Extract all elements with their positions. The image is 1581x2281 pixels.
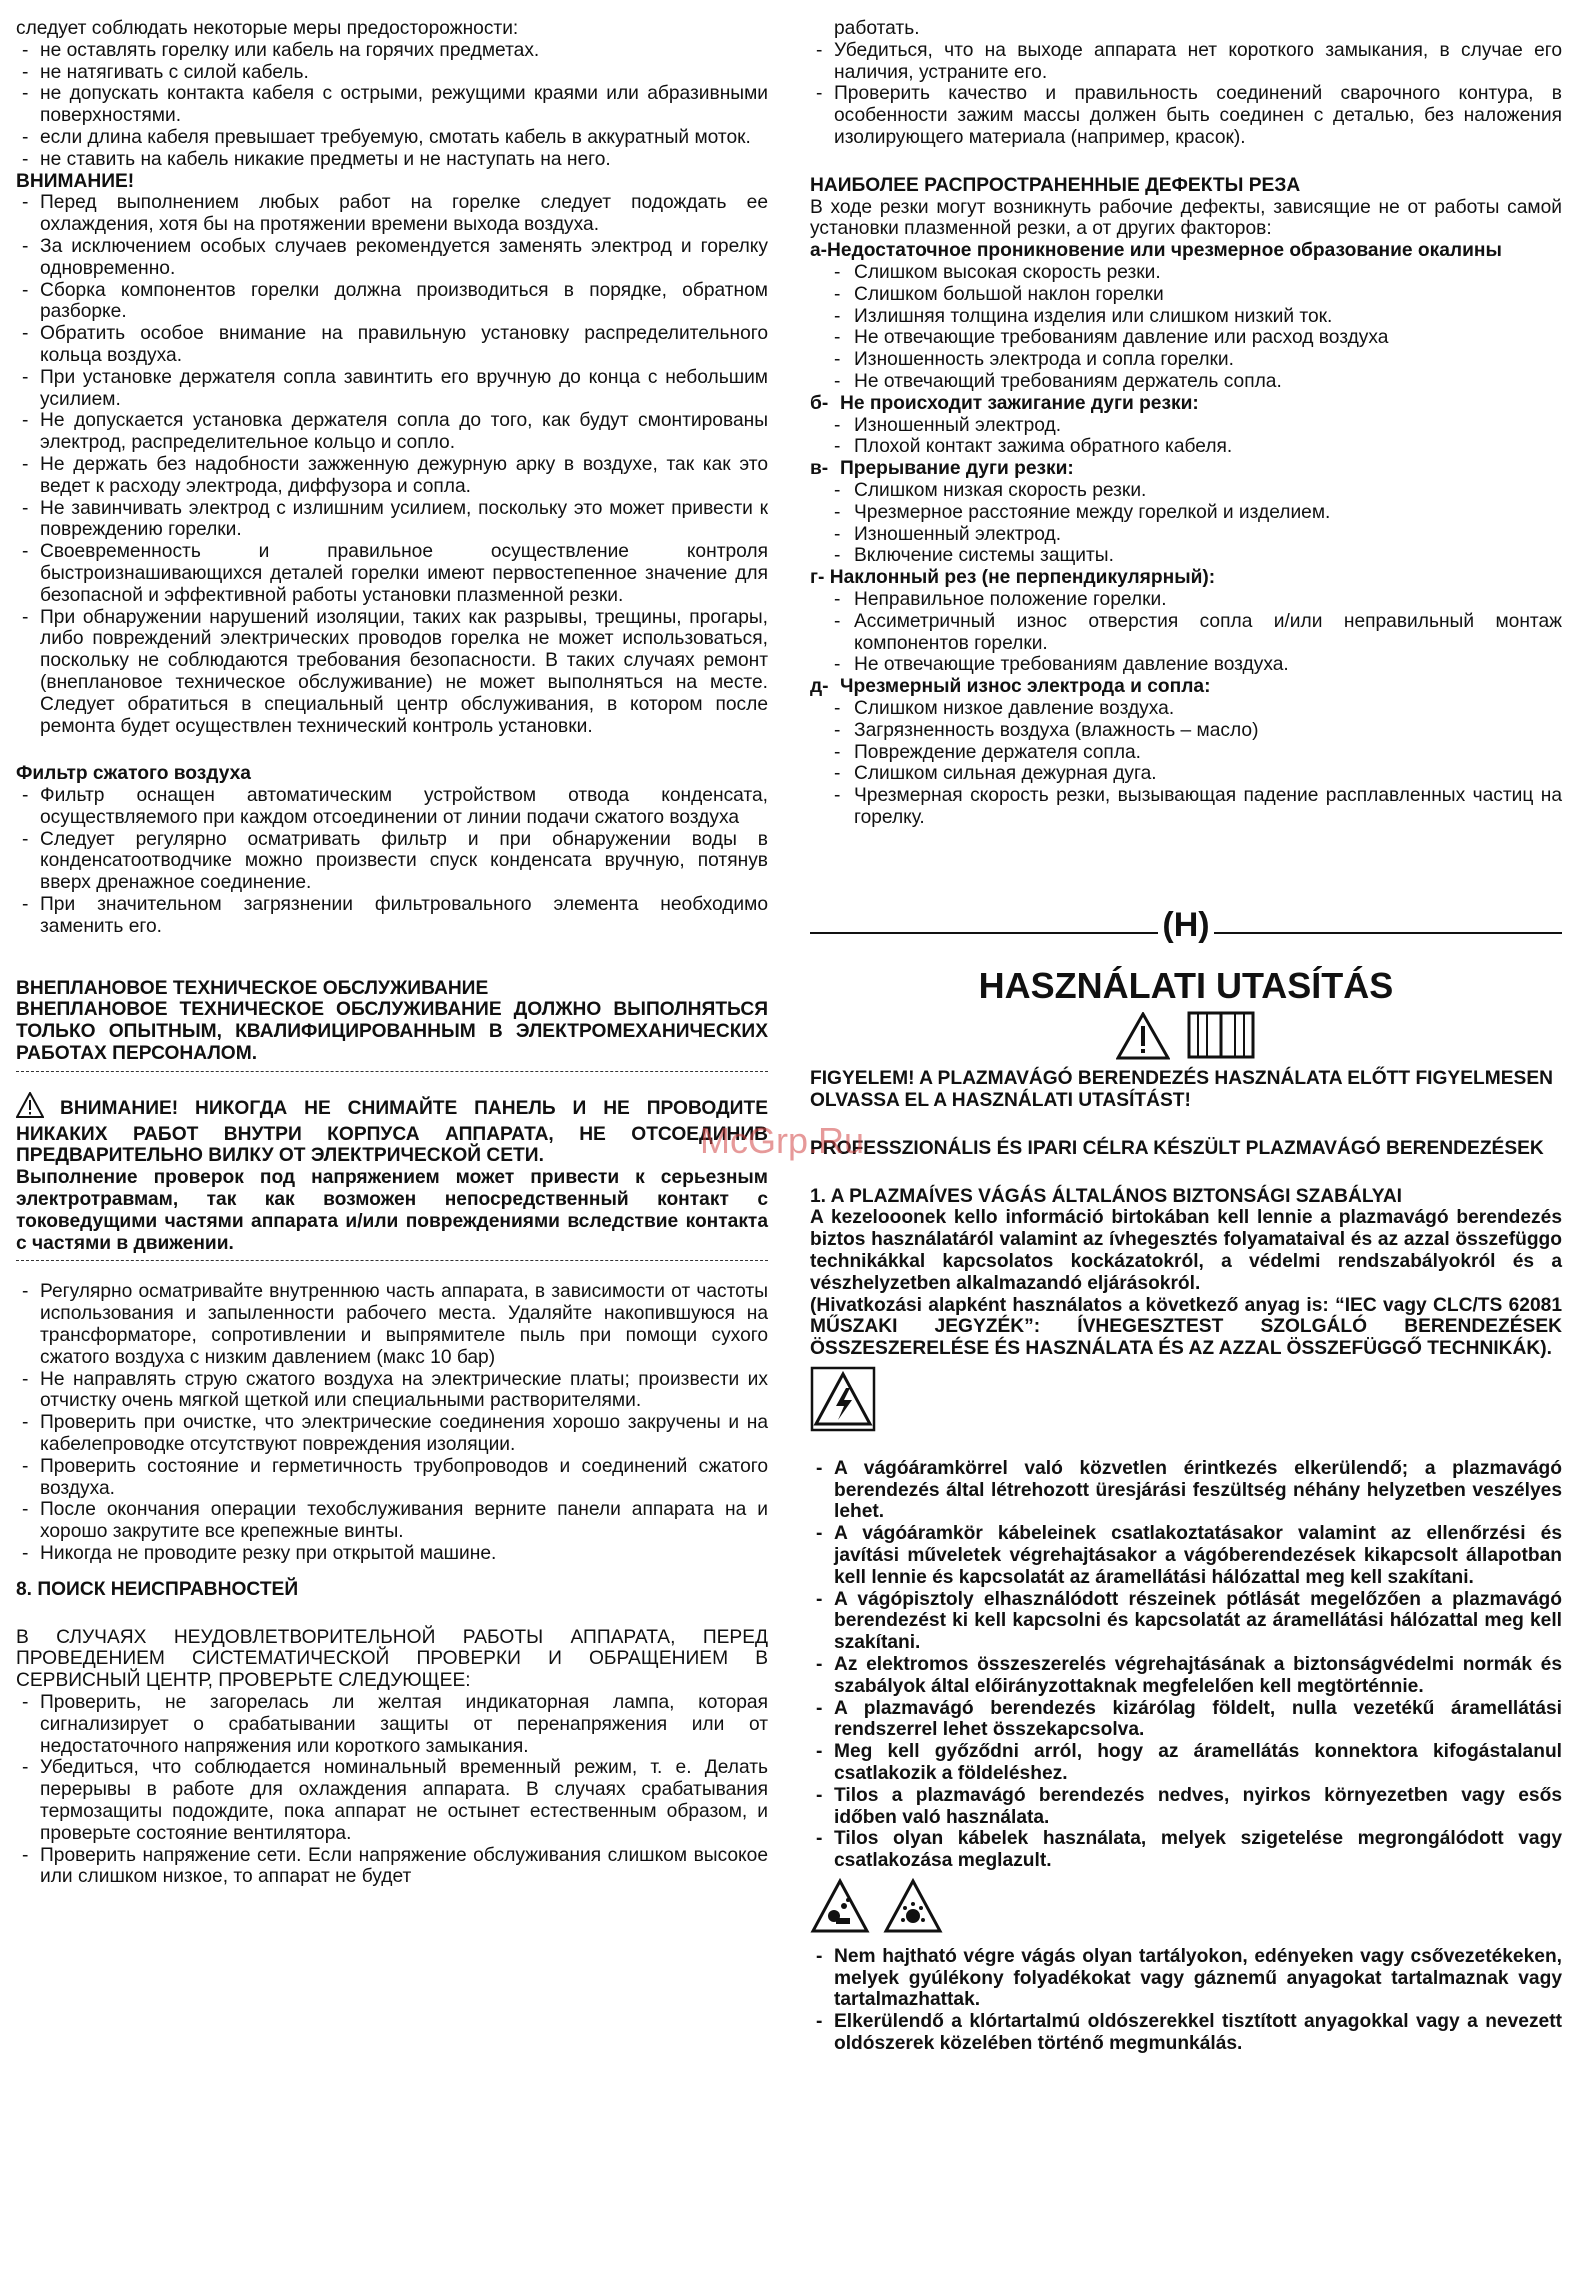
divider — [16, 1260, 768, 1261]
group-b-label: б- — [810, 392, 829, 414]
filter-list — [16, 785, 768, 938]
list-item: - Elkerülendő a klórtartalmú oldószerekkel tisztított anyagokkal vagy a nevezett oldószerek közelében történő megmunkálás. — [810, 2011, 1562, 2055]
list-item: - Проверить качество и правильность соединений сварочного контура, в особенности зажим массы должен быть соединен с деталью, без наложения изолирующего материала (например, красок). — [810, 83, 1562, 148]
list-item: - A vágópisztoly elhasználódott részeinek pótlását megelőzően a plazmavágó berendezést ki kell kapcsolni és kapcsolatát az áramellátási hálózattal meg kell szakítani. — [810, 1589, 1562, 1654]
hungarian-section-1-reference: (Hivatkozási alapként használatos a következő anyag is: “IEC vagy CLC/TS 62081 MŰSZAKI JEGYZÉK”: ÍVHEGESZTEST SZOLGÁLÓ BERENDEZÉSEK ÖSSZESZERELÉSE ÉS HASZNÁLATA ÉS AZ AZZAL ÖSSZEFÜGGŐ TECHNIKÁK). — [810, 1294, 1562, 1360]
list-item: - Чрезмерная скорость резки, вызывающая падение расплавленных частиц на горелку. — [810, 785, 1562, 829]
rule-right — [1214, 932, 1562, 934]
warning-text: ВНИМАНИЕ! НИКОГДА НЕ СНИМАЙТЕ ПАНЕЛЬ И НЕ ПРОВОДИТЕ НИКАКИХ РАБОТ ВНУТРИ КОРПУСА АППАРАТА, НЕ ОТСОЕДИНИВ ПРЕДВАРИТЕЛЬНО ВИЛКУ ОТ ЭЛЕКТРИЧЕСКОЙ СЕТИ. — [16, 1097, 768, 1167]
list-item: - Своевременность и правильное осуществление контроля быстроизнашивающихся деталей горелки имеют первостепенное значение для безопасной и эффективной работы установки плазменной резки. — [16, 541, 768, 606]
warning-text-2: Выполнение проверок под напряжением может привести к серьезным электротравмам, так как возможен непосредственный контакт с токоведущими частями аппарата и/или повреждениями вследствие контакта с частями в движении. — [16, 1167, 768, 1254]
divider — [16, 1071, 768, 1072]
group-a-heading: а-Недостаточное проникновение или чрезмерное образование окалины — [810, 240, 1502, 262]
list-item: - Tilos olyan kábelek használata, melyek szigetelése megrongálódott vagy csatlakozása meglazult. — [810, 1828, 1562, 1872]
list-item: - Не завинчивать электрод с излишним усилием, поскольку это может привести к повреждению горелки. — [16, 498, 768, 542]
hungarian-tank-list — [810, 1946, 1562, 2055]
group-v-heading — [810, 458, 1562, 480]
language-section-marker — [810, 905, 1562, 944]
list-item: - не допускать контакта кабеля с острыми, режущими краями или абразивными поверхностями. — [16, 83, 768, 127]
list-item: - При значительном загрязнении фильтровального элемента необходимо заменить его. — [16, 894, 768, 938]
list-item: - Проверить состояние и герметичность трубопроводов и соединений сжатого воздуха. — [16, 1456, 768, 1500]
left-column — [16, 18, 768, 1888]
list-item: - Изношенный электрод. — [810, 415, 1562, 437]
attention-list — [16, 192, 768, 737]
check-list — [16, 1281, 768, 1564]
list-item: - Проверить, не загорелась ли желтая индикаторная лампа, которая сигнализирует о срабатывании защиты от перенапряжения или от недостаточного напряжения или короткого замыкания. — [16, 1692, 768, 1757]
group-v-title: Прерывание дуги резки: — [840, 458, 1074, 480]
list-item: - Изношенный электрод. — [810, 524, 1562, 546]
hungarian-electric-list — [810, 1458, 1562, 1872]
list-item: - Неправильное положение горелки. — [810, 589, 1562, 611]
list-item: - Tilos a plazmavágó berendezés nedves, nyirkos környezetben vagy esős időben való használata. — [810, 1785, 1562, 1829]
group-a-list — [810, 262, 1562, 393]
warning-icons — [810, 1010, 1562, 1066]
group-g-heading: г- Наклонный рез (не перпендикулярный): — [810, 567, 1216, 589]
list-item: - Чрезмерное расстояние между горелкой и изделием. — [810, 502, 1562, 524]
group-b-list — [810, 415, 1562, 459]
list-item: - Загрязненность воздуха (влажность – масло) — [810, 720, 1562, 742]
list-item: - Сборка компонентов горелки должна производиться в порядке, обратном разборке. — [16, 280, 768, 324]
list-item: - Слишком низкая скорость резки. — [810, 480, 1562, 502]
maintenance-text: ВНЕПЛАНОВОЕ ТЕХНИЧЕСКОЕ ОБСЛУЖИВАНИЕ ДОЛЖНО ВЫПОЛНЯТЬСЯ ТОЛЬКО ОПЫТНЫМ, КВАЛИФИЦИРОВАННЫМ В ЭЛЕКТРОМЕХАНИЧЕСКИХ РАБОТАХ ПЕРСОНАЛОМ. — [16, 999, 768, 1065]
list-item: - Слишком низкое давление воздуха. — [810, 698, 1562, 720]
group-d-label: д- — [810, 676, 829, 698]
group-b-heading — [810, 393, 1562, 415]
list-item: - Изношенность электрода и сопла горелки. — [810, 349, 1562, 371]
list-item: - Плохой контакт зажима обратного кабеля. — [810, 436, 1562, 458]
toxic-fumes-icon — [810, 1878, 870, 1940]
list-item: - Фильтр оснащен автоматическим устройством отвода конденсата, осуществляемого при каждом отсоединении от линии подачи сжатого воздуха — [16, 785, 768, 829]
electric-hazard-sign — [810, 1366, 1562, 1438]
list-item: - A vágóáramkörrel való közvetlen érintkezés elkerülendő; a plazmavágó berendezés által létrehozott üresjárási feszültség néhány helyzetben veszélyes lehet. — [810, 1458, 1562, 1523]
list-item: - При обнаружении нарушений изоляции, таких как разрывы, трещины, прогары, либо повреждений электрических проводов горелка не может использоваться, поскольку не соблюдаются требования безопасности. В таких случаях ремонт (внеплановое техническое обслуживание) не может выполняться на месте. Следует обратиться в специальный центр обслуживания, в котором после ремонта будет осуществлен технический контроль установки. — [16, 607, 768, 738]
list-item: - Не отвечающий требованиям держатель сопла. — [810, 371, 1562, 393]
list-item: - Не отвечающие требованиям давление воздуха. — [810, 654, 1562, 676]
group-d-list — [810, 698, 1562, 829]
language-code: (H) — [1162, 905, 1210, 944]
list-item: - Проверить напряжение сети. Если напряжение обслуживания слишком высокое или слишком низкое, то аппарат не будет — [16, 1845, 768, 1889]
list-item: - После окончания операции техобслуживания верните панели аппарата на и хорошо закрутите все крепежные винты. — [16, 1499, 768, 1543]
group-v-list — [810, 480, 1562, 567]
list-item: - Проверить при очистке, что электрические соединения хорошо закручены и на кабелепроводке отсутствуют повреждения изоляции. — [16, 1412, 768, 1456]
list-item: - Регулярно осматривайте внутреннюю часть аппарата, в зависимости от частоты использования и запыленности рабочего места. Удаляйте накопившуюся на трансформаторе, сопротивлении и выпрямителе пыль при помощи сухого сжатого воздуха с низким давлением (макс 10 бар) — [16, 1281, 768, 1368]
attention-heading: ВНИМАНИЕ! — [16, 170, 135, 192]
troubleshooting-heading: 8. ПОИСК НЕИСПРАВНОСТЕЙ — [16, 1578, 299, 1600]
list-item: - Az elektromos összeszerelés végrehajtásának a biztonságvédelmi normák és szabályok által előirányzottaknak megfelelően kell megtörténnie. — [810, 1654, 1562, 1698]
list-item: - Не держать без надобности зажженную дежурную арку в воздухе, так как это ведет к расходу электрода, диффузора и сопла. — [16, 454, 768, 498]
group-b-title: Не происходит зажигание дуги резки: — [840, 392, 1199, 414]
list-item: - Перед выполнением любых работ на горелке следует подождать ее охлаждения, хотя бы на протяжении времени выхода воздуха. — [16, 192, 768, 236]
maintenance-heading: ВНЕПЛАНОВОЕ ТЕХНИЧЕСКОЕ ОБСЛУЖИВАНИЕ — [16, 977, 489, 999]
list-item: - не ставить на кабель никакие предметы и не наступать на него. — [16, 149, 768, 171]
list-item: - Nem hajtható végre vágás olyan tartályokon, edényeken vagy csővezetékeken, melyek gyúlékony folyadékokat vagy gáznemű anyagokat tartalmaznak vagy tartalmazhattak. — [810, 1946, 1562, 2011]
hungarian-section-1-text: A kezelooonek kello információ birtokában kell lennie a plazmavágó berendezés biztos használatáról valamint az ívhegesztés folyamataival és az azzal összefüggo technikákkal kapcsolatos kockázatokról, a védelmi rendszabályokról és a vészhelyzetben alkalmazandó eljárásokról. — [810, 1207, 1562, 1294]
list-item: - Никогда не проводите резку при открытой машине. — [16, 1543, 768, 1565]
watermark: McGrp.Ru — [700, 1120, 865, 1161]
list-item: - не оставлять горелку или кабель на горячих предметах. — [16, 40, 768, 62]
warning-triangle-icon — [16, 1092, 44, 1124]
list-item: - Слишком большой наклон горелки — [810, 284, 1562, 306]
list-item: - Ассиметричный износ отверстия сопла и/или неправильный монтаж компонентов горелки. — [810, 611, 1562, 655]
warning-triangle-icon — [1116, 1012, 1170, 1066]
continuation-text: работать. — [834, 18, 920, 39]
group-v-label: в- — [810, 458, 829, 480]
list-item: - Излишняя толщина изделия или слишком низкий ток. — [810, 306, 1562, 328]
intro-text: следует соблюдать некоторые меры предосторожности: — [16, 18, 519, 39]
list-item: - A vágóáramkör kábeleinek csatlakoztatásakor valamint az ellenőrzési és javítási műveletek végrehajtásakor a vágóberendezések kikapcsolt állapotban kell lennie és kapcsolatát az áramellátási hálózattal meg kell szakítani. — [810, 1523, 1562, 1588]
hungarian-section-1-title: 1. A PLAZMAÍVES VÁGÁS ÁLTALÁNOS BIZTONSÁGI SZABÁLYAI — [810, 1185, 1403, 1207]
hungarian-warning: FIGYELEM! A PLAZMAVÁGÓ BERENDEZÉS HASZNÁLATA ELŐTT FIGYELMESEN OLVASSA EL A HASZNÁLATI UTASÍTÁST! — [810, 1068, 1553, 1112]
defects-intro: В ходе резки могут возникнуть рабочие дефекты, зависящие не от работы самой установки плазменной резки, а от других факторов: — [810, 196, 1562, 240]
intro-list — [16, 40, 768, 171]
list-item: - Повреждение держателя сопла. — [810, 742, 1562, 764]
group-d-title: Чрезмерный износ электрода и сопла: — [840, 676, 1211, 698]
electric-shock-icon — [810, 1416, 876, 1437]
warning-block — [16, 1092, 768, 1167]
list-item: - Убедиться, что на выходе аппарата нет короткого замыкания, в случае его наличия, устраните его. — [810, 40, 1562, 84]
list-item: - Слишком сильная дежурная дуга. — [810, 763, 1562, 785]
group-d-heading — [810, 676, 1562, 698]
group-g-list — [810, 589, 1562, 676]
list-item: - не натягивать с силой кабель. — [16, 62, 768, 84]
continuation-list — [810, 40, 1562, 149]
fire-explosion-icon — [883, 1878, 943, 1940]
list-item: - Следует регулярно осматривать фильтр и при обнаружении воды в конденсатоотводчике можно произвести спуск конденсата вручную, потянув вверх дренажное соединение. — [16, 829, 768, 894]
list-item: - Не допускается установка держателя сопла до того, как будут смонтированы электрод, распределительное кольцо и сопло. — [16, 410, 768, 454]
rule-left — [810, 932, 1158, 934]
list-item: - Слишком высокая скорость резки. — [810, 262, 1562, 284]
troubleshooting-intro: В СЛУЧАЯХ НЕУДОВЛЕТВОРИТЕЛЬНОЙ РАБОТЫ АППАРАТА, ПЕРЕД ПРОВЕДЕНИЕМ СИСТЕМАТИЧЕСКОЙ ПРОВЕРКИ И ОБРАЩЕНИЕМ В СЕРВИСНЫЙ ЦЕНТР, ПРОВЕРЬТЕ СЛЕДУЮЩЕЕ: — [16, 1626, 768, 1692]
list-item: - Не направлять струю сжатого воздуха на электрические платы; произвести их отчистку очень мягкой щеткой или специальными растворителями. — [16, 1369, 768, 1413]
list-item: - Meg kell győződni arról, hogy az áramellátás konnektora kifogástalanul csatlakozik a földeléshez. — [810, 1741, 1562, 1785]
manual-book-icon — [1186, 1010, 1256, 1066]
hungarian-title: HASZNÁLATI UTASÍTÁS — [978, 965, 1394, 1007]
list-item: - Не отвечающие требованиям давление или расход воздуха — [810, 327, 1562, 349]
list-item: - Убедиться, что соблюдается номинальный временный режим, т. е. Делать перерывы в работе для охлаждения аппарата. В случаях срабатывания термозащиты подождите, пока аппарат не остынет естественным образом, и проверьте состояние вентилятора. — [16, 1757, 768, 1844]
filter-heading: Фильтр сжатого воздуха — [16, 763, 251, 785]
list-item: - Обратить особое внимание на правильную установку распределительного кольца воздуха. — [16, 323, 768, 367]
hungarian-subtitle: PROFESSZIONÁLIS ÉS IPARI CÉLRA KÉSZÜLT PLAZMAVÁGÓ BERENDEZÉSEK — [810, 1137, 1544, 1159]
list-item: - если длина кабеля превышает требуемую, смотать кабель в аккуратный моток. — [16, 127, 768, 149]
troubleshooting-list — [16, 1692, 768, 1888]
defects-heading: НАИБОЛЕЕ РАСПРОСТРАНЕННЫЕ ДЕФЕКТЫ РЕЗА — [810, 174, 1301, 196]
list-item: - Включение системы защиты. — [810, 545, 1562, 567]
list-item: - За исключением особых случаев рекомендуется заменять электрод и горелку одновременно. — [16, 236, 768, 280]
list-item: - A plazmavágó berendezés kizárólag földelt, nulla vezetékű áramellátási rendszerrel lehet összekapcsolva. — [810, 1698, 1562, 1742]
right-column — [810, 18, 1562, 2055]
fire-hazard-signs — [810, 1878, 1562, 1940]
list-item: - При установке держателя сопла завинтить его вручную до конца с небольшим усилием. — [16, 367, 768, 411]
